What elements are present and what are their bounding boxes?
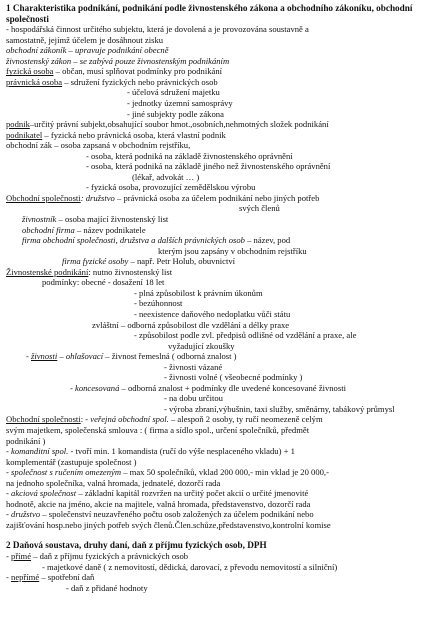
term-obchodni-spolecnosti-2: Obchodní společnosti	[6, 414, 81, 425]
text-line: - živnosti volné ( všeobecné podmínky )	[164, 372, 303, 383]
text-span: -	[6, 551, 12, 562]
term-fyzicka-osoba: fyzická osoba	[6, 66, 54, 77]
text-line: živnostenský zákon – se zabývá pouze živnostenským podnikáním	[6, 55, 230, 66]
text-line: - na dobu určitou	[164, 393, 223, 404]
text-span: – živnost řemeslná ( odborná znalost )	[103, 351, 237, 362]
text-span: – sdružení fyzických nebo právnických osob	[62, 76, 218, 87]
text-span: živnosti	[31, 351, 58, 362]
text-line: - živnosti vázané	[164, 361, 223, 372]
text-line: podmínky: obecné - dosažení 18 let	[42, 277, 165, 288]
term-podnik: podnik	[6, 119, 30, 130]
text-line	[6, 383, 419, 394]
text-span: veřejná obchodní spol.	[90, 414, 169, 425]
text-line: svých členů	[239, 203, 280, 214]
text-line: - plná způsobilost k právním úkonům	[134, 287, 263, 298]
text-line: - jednotky územní samosprávy	[127, 98, 233, 109]
text-line	[6, 214, 419, 225]
text-line: - jiné subjekty podle zákona	[127, 108, 224, 119]
text-span: – max 50 společníků, vklad 200 000,- min vklad je 20 000,-	[121, 467, 329, 478]
text-line: vyžadující zkoušky	[168, 340, 235, 351]
text-line: obchodní zákoník – upravuje podnikání obecně	[6, 45, 169, 56]
text-span: –	[57, 351, 66, 362]
text-line: hodnotě, akcie na jméno, akcie na majitele, valná hromada, představenstvo, dozorčí rada	[6, 498, 311, 509]
text-line	[6, 66, 419, 77]
text-span: – např. Petr Holub, obuvnictví	[128, 256, 236, 267]
term-obchodni-spolecnosti: Obchodní společnosti	[6, 192, 81, 203]
text-line	[6, 446, 419, 457]
text-line	[6, 119, 419, 130]
text-line	[6, 256, 419, 267]
text-span: koncesovaná	[75, 382, 120, 393]
text-line: - osoba, která podniká na základě jiného než živnostenského oprávnění	[86, 161, 331, 172]
text-line: - výroba zbraní,výbušnin, taxi služby, směnárny, tabákový průmysl	[164, 403, 395, 414]
text-span: : -	[80, 414, 91, 425]
text-span: – název, pod	[244, 235, 291, 246]
text-span: -	[26, 351, 32, 362]
text-line: - osoba, která podniká na základě živnostenského oprávnění	[86, 150, 293, 161]
text-span: – název podnikatele	[74, 224, 146, 235]
text-line: obchodní zák – osoba zapsaná v obchodním rejstříku,	[6, 140, 191, 151]
text-line	[6, 225, 419, 236]
text-line: na jednoho společníka, valná hromada, jednatelé, dozorčí rada	[6, 477, 221, 488]
term-zivnostenske-podnikani: Živnostenské podnikání	[6, 266, 89, 277]
text-span: – osoba mající živnostenský list	[56, 214, 169, 225]
text-span: – daň z příjmu fyzických a právnických osob	[31, 551, 189, 562]
text-span: – spotřební daň	[39, 572, 95, 583]
text-line: - majetkové daně ( z nemovitostí, dědická, darovací, z převodu nemovitostí a silniční)	[42, 561, 338, 572]
text-line: svým majetkem, společenská smlouva : ( firma a sídlo spol., určení společníků, předmět	[6, 424, 310, 435]
text-line: - hospodářská činnost určitého subjektu, která je dovolená a je provozována soustavně a	[6, 24, 309, 35]
text-span: firma fyzické osoby	[62, 256, 129, 267]
text-line	[6, 467, 419, 478]
text-line: - bezúhonnost	[134, 298, 183, 309]
text-line: - daň z přidané hodnoty	[66, 582, 148, 593]
term-neprime: nepřímé	[11, 572, 40, 583]
text-span: -	[6, 572, 12, 583]
text-line: - neexistence daňového nedoplatku vůči státu	[134, 308, 291, 319]
text-span: akciová společnost	[11, 488, 77, 499]
text-span: -	[6, 509, 12, 520]
text-line	[6, 509, 419, 520]
section-gap	[6, 530, 419, 540]
text-span: družstvo	[11, 509, 41, 520]
text-span: -	[70, 382, 76, 393]
text-line	[6, 351, 419, 362]
text-span: -	[6, 467, 12, 478]
text-span: –určitý právní subjekt,obsahující soubor hmot.,osobních,nehmotných složek podnikání	[29, 119, 329, 130]
section-2-heading: 2 Daňová soustava, druhy daní, daň z příjmu fyzických osob, DPH	[6, 540, 267, 551]
text-line: samostatně, jejímž účelem je dosáhnout zisku	[6, 34, 164, 45]
text-line: zajišťování hosp.nebo jiných potřeb svých členů.Člen.schůze,představenstvo,kontrolní komise	[6, 519, 331, 530]
term-podnikatel: podnikatel	[6, 129, 43, 140]
text-line	[6, 193, 419, 204]
text-span: – společenství neuzavřeného počtu osob založených za účelem podnikání nebo	[40, 509, 314, 520]
term-pravnicka-osoba: právnická osoba	[6, 76, 63, 87]
text-span: společnost s ručením omezeným	[11, 467, 122, 478]
text-span: – základní kapitál rozvržen na určitý počet akcií o určité jmenovité	[76, 488, 309, 499]
text-span: – právnická osoba za účelem podnikání nebo jiných potřeb	[114, 192, 320, 203]
text-line: zvláštní – odborná způsobilost dle vzdělání a délky praxe	[92, 319, 290, 330]
text-line	[6, 551, 419, 562]
text-line: kterým jsou zapsány v obchodním rejstříku	[158, 245, 307, 256]
text-span: živnostník	[22, 214, 57, 225]
text-line: podnikání )	[6, 435, 46, 446]
text-line: komplementář (zastupuje společnost )	[6, 456, 137, 467]
text-span: komanditní spol.	[11, 446, 69, 457]
text-span: – alespoň 2 osoby, ty ručí neomezeně celým	[168, 414, 323, 425]
text-span: obchodní firma	[22, 224, 75, 235]
section-1-heading: 1 Charakteristika podnikání, podnikání podle živnostenského zákona a obchodního zákoníku, obchodní společnosti	[6, 3, 413, 24]
text-line	[6, 488, 419, 499]
text-line: - fyzická osoba, provozující zemědělskou výrobu	[86, 182, 256, 193]
text-span: : družstvo	[80, 192, 115, 203]
text-line	[6, 77, 419, 88]
term-prime: přímé	[11, 551, 32, 562]
text-line: (lékař, advokát … )	[132, 171, 200, 182]
text-line	[6, 414, 419, 425]
text-line	[6, 235, 419, 246]
text-span: ohlašovací	[65, 351, 104, 362]
text-line: - způsobilost podle zvl. předpisů odlišné od vzdělání a praxe, ale	[134, 330, 357, 341]
text-span: firma obchodní společnosti, družstva a dalších právnických osob	[22, 235, 245, 246]
text-span: – fyzická nebo právnická osoba, která vlastní podnik	[42, 129, 226, 140]
text-line: - účelová sdružení majetku	[127, 87, 220, 98]
text-line	[6, 130, 419, 141]
text-span: – odborná znalost + podmínky dle uvedené koncesované živnosti	[119, 382, 346, 393]
text-line	[6, 572, 419, 583]
text-span: -	[6, 488, 12, 499]
text-line	[6, 267, 419, 278]
text-span: – občan, musí splňovat podmínky pro podnikání	[53, 66, 223, 77]
text-span: : nutno živnostenský list	[88, 266, 173, 277]
text-span: - tvoří min. 1 komandista (ručí do výše nesplaceného vkladu) + 1	[68, 446, 295, 457]
text-span: -	[6, 446, 12, 457]
